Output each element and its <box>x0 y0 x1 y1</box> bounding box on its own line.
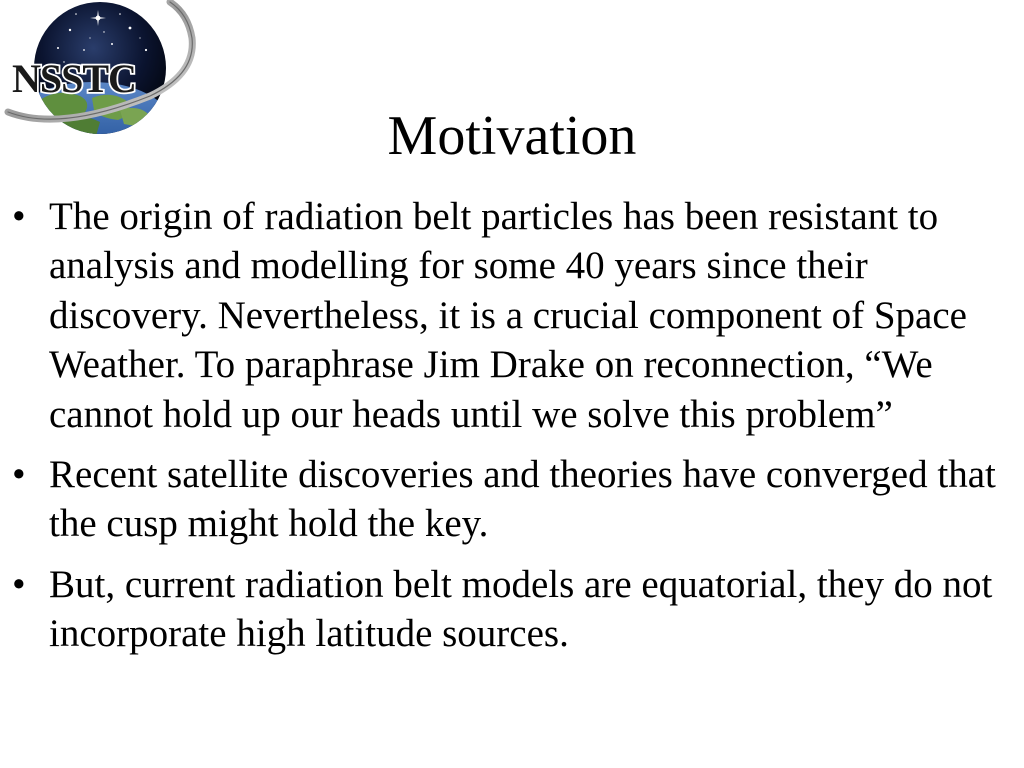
bullet-marker-icon: • <box>12 453 26 497</box>
bullet-text: But, current radiation belt models are equatorial, they do not incorporate high latitude sources. <box>49 562 993 656</box>
bullet-item-recent-discoveries <box>0 450 1024 549</box>
bullet-item-origin <box>0 192 1024 439</box>
bullet-text: The origin of radiation belt particles has been resistant to analysis and modelling for some 40 years since their discovery. Nevertheless, it is a crucial component of Space Weather. To paraphrase Jim Drake on reconnection, “We cannot hold up our heads until we solve this problem” <box>49 195 967 436</box>
slide-title: Motivation <box>387 105 637 167</box>
bullet-marker-icon: • <box>12 562 26 606</box>
bullet-list <box>0 192 1024 670</box>
bullet-item-current-models <box>0 560 1024 659</box>
logo-text: NSSTC <box>12 56 136 101</box>
bullet-text: Recent satellite discoveries and theories have converged that the cusp might hold the key. <box>49 453 996 546</box>
bullet-marker-icon: • <box>12 195 26 238</box>
